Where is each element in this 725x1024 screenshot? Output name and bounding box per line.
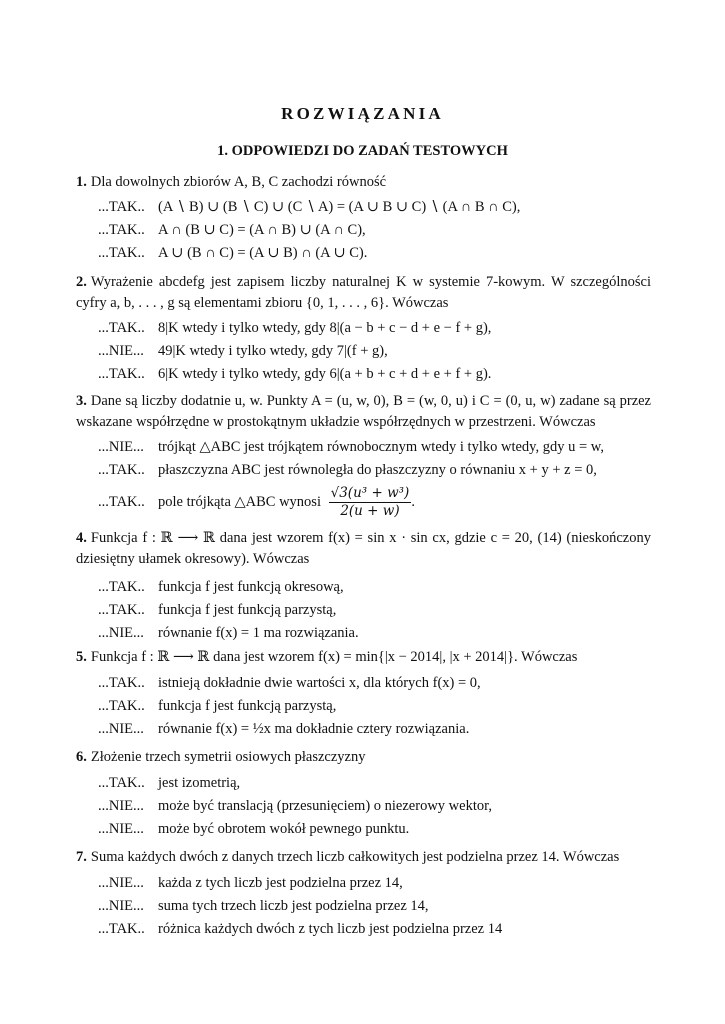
answer-text: trójkąt △ABC jest trójkątem równobocznym wtedy i tylko wtedy, gdy u = w, — [158, 439, 604, 455]
question-text: Dla dowolnych zbiorów A, B, C zachodzi równość — [90, 174, 387, 190]
question-2 — [76, 272, 651, 386]
answer-item — [76, 795, 651, 818]
answer-item — [76, 718, 651, 741]
answer-item — [76, 772, 651, 795]
answer-verdict: ...TAK.. — [98, 199, 145, 215]
question-number: 3. — [76, 393, 87, 409]
question-7 — [76, 847, 651, 941]
question-text: Złożenie trzech symetrii osiowych płaszczyzny — [90, 749, 366, 765]
answer-text: różnica każdych dwóch z tych liczb jest podzielna przez 14 — [158, 921, 503, 937]
question-text: Funkcja f : ℝ ⟶ ℝ dana jest wzorem f(x) = sin x · sin cx, gdzie c = 20, (14) (nieskończony dziesiętny ułamek okresowy). Wówczas — [76, 530, 651, 567]
answer-verdict: ...NIE... — [98, 343, 144, 359]
answer-text: funkcja f jest funkcją okresową, — [158, 579, 344, 595]
answer-verdict: ...NIE... — [98, 821, 144, 837]
answer-verdict: ...TAK.. — [98, 462, 145, 478]
answer-text: 8|K wtedy i tylko wtedy, gdy 8|(a − b + c − d + e − f + g), — [158, 320, 492, 336]
question-4 — [76, 528, 651, 645]
answer-verdict: ...NIE... — [98, 625, 144, 641]
answer-text: może być obrotem wokół pewnego punktu. — [158, 821, 410, 837]
answer-text: suma tych trzech liczb jest podzielna przez 14, — [158, 898, 429, 914]
fraction-denominator: 2(u + w) — [340, 503, 400, 520]
answer-item — [76, 436, 651, 459]
answer-text: pole trójkąta △ABC wynosi — [158, 494, 321, 510]
answer-text: A ∩ (B ∪ C) = (A ∩ B) ∪ (A ∩ C), — [158, 222, 366, 238]
answer-item — [76, 340, 651, 363]
answer-item — [76, 482, 651, 522]
answer-item — [76, 918, 651, 941]
answer-text: istnieją dokładnie dwie wartości x, dla których f(x) = 0, — [158, 675, 481, 691]
question-text: Wyrażenie abcdefg jest zapisem liczby naturalnej K w systemie 7-kowym. W szczególności cyfry a, b, . . . , g są elementami zbioru {0, 1, . . . , 6}. Wówczas — [76, 274, 651, 311]
answer-text: 6|K wtedy i tylko wtedy, gdy 6|(a + b + c + d + e + f + g). — [158, 366, 492, 382]
answer-item — [76, 317, 651, 340]
answer-verdict: ...TAK.. — [98, 698, 145, 714]
answer-verdict: ...NIE... — [98, 721, 144, 737]
answer-text: funkcja f jest funkcją parzystą, — [158, 698, 337, 714]
answer-verdict: ...TAK.. — [98, 494, 145, 510]
answer-verdict: ...TAK.. — [98, 775, 145, 791]
question-text: Suma każdych dwóch z danych trzech liczb całkowitych jest podzielna przez 14. Wówczas — [90, 849, 620, 865]
answer-item — [76, 219, 651, 242]
question-6 — [76, 747, 651, 841]
answer-item — [76, 363, 651, 386]
answer-text: może być translacją (przesunięciem) o niezerowy wektor, — [158, 798, 492, 814]
question-number: 6. — [76, 749, 87, 765]
section-heading: 1. ODPOWIEDZI DO ZADAŃ TESTOWYCH — [217, 143, 508, 159]
answer-text: każda z tych liczb jest podzielna przez 14, — [158, 875, 403, 891]
answer-item — [76, 818, 651, 841]
answer-text: równanie f(x) = ½x ma dokładnie cztery rozwiązania. — [158, 721, 470, 737]
answer-item — [76, 599, 651, 622]
question-text: Funkcja f : ℝ ⟶ ℝ dana jest wzorem f(x) = min{|x − 2014|, |x + 2014|}. Wówczas — [90, 649, 578, 665]
question-3 — [76, 391, 651, 522]
answer-verdict: ...TAK.. — [98, 320, 145, 336]
answer-item — [76, 576, 651, 599]
answer-item — [76, 895, 651, 918]
answer-verdict: ...TAK.. — [98, 675, 145, 691]
question-text: Dane są liczby dodatnie u, w. Punkty A = (u, w, 0), B = (w, 0, u) i C = (0, u, w) zadane są przez wskazane współrzędne w prostokątnym układzie współrzędnych w przestrzeni. Wówczas — [76, 393, 651, 430]
question-1 — [76, 172, 651, 265]
answer-verdict: ...NIE... — [98, 439, 144, 455]
answer-tail: . — [411, 494, 415, 510]
question-number: 2. — [76, 274, 87, 290]
area-fraction — [329, 485, 412, 520]
answer-text: jest izometrią, — [158, 775, 241, 791]
answer-text: funkcja f jest funkcją parzystą, — [158, 602, 337, 618]
answer-text: płaszczyzna ABC jest równoległa do płaszczyzny o równaniu x + y + z = 0, — [158, 462, 597, 478]
answer-verdict: ...NIE... — [98, 875, 144, 891]
answer-item — [76, 695, 651, 718]
question-number: 5. — [76, 649, 87, 665]
answer-item — [76, 872, 651, 895]
answer-item — [76, 622, 651, 645]
answer-verdict: ...TAK.. — [98, 222, 145, 238]
answer-item — [76, 672, 651, 695]
question-number: 7. — [76, 849, 87, 865]
answer-text: (A ∖ B) ∪ (B ∖ C) ∪ (C ∖ A) = (A ∪ B ∪ C) ∖ (A ∩ B ∩ C), — [158, 199, 521, 215]
answer-verdict: ...NIE... — [98, 798, 144, 814]
page-title: ROZWIĄZANIA — [281, 104, 444, 123]
answer-text: równanie f(x) = 1 ma rozwiązania. — [158, 625, 359, 641]
question-5 — [76, 647, 651, 741]
answer-item — [76, 196, 651, 219]
answer-verdict: ...TAK.. — [98, 366, 145, 382]
answer-verdict: ...TAK.. — [98, 579, 145, 595]
answer-verdict: ...NIE... — [98, 898, 144, 914]
question-number: 4. — [76, 530, 87, 546]
question-number: 1. — [76, 174, 87, 190]
answer-text: A ∪ (B ∩ C) = (A ∪ B) ∩ (A ∪ C). — [158, 245, 368, 261]
answer-item — [76, 242, 651, 265]
answer-item — [76, 459, 651, 482]
answer-verdict: ...TAK.. — [98, 602, 145, 618]
fraction-numerator: √3(u³ + w³) — [330, 485, 410, 502]
answer-text: 49|K wtedy i tylko wtedy, gdy 7|(f + g), — [158, 343, 388, 359]
answer-verdict: ...TAK.. — [98, 921, 145, 937]
answer-verdict: ...TAK.. — [98, 245, 145, 261]
